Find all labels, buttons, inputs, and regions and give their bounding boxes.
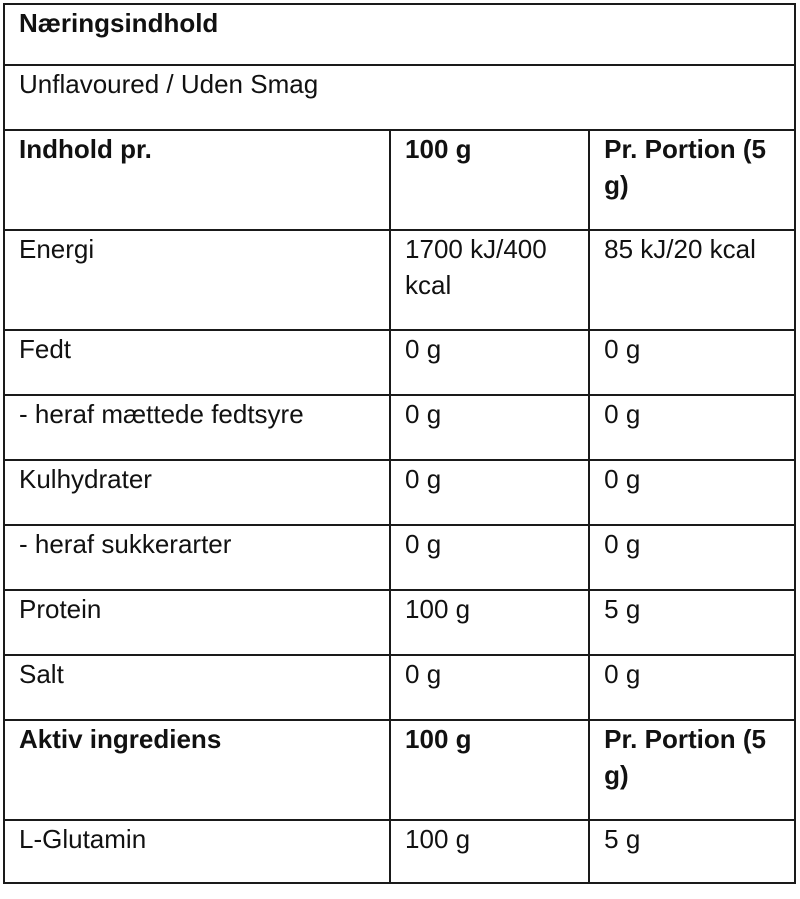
ingredient-per100: 100 g bbox=[390, 820, 589, 883]
row-portion: 0 g bbox=[589, 330, 795, 395]
table-title: Næringsindhold bbox=[4, 4, 795, 65]
ingredient-header-row bbox=[4, 720, 795, 820]
row-name: Kulhydrater bbox=[4, 460, 390, 525]
row-portion: 5 g bbox=[589, 590, 795, 655]
row-name: Energi bbox=[4, 230, 390, 330]
title-row bbox=[4, 4, 795, 65]
table-row bbox=[4, 525, 795, 590]
ingredient-portion: 5 g bbox=[589, 820, 795, 883]
row-name: - heraf sukkerarter bbox=[4, 525, 390, 590]
row-per100: 0 g bbox=[390, 655, 589, 720]
header-col2: 100 g bbox=[390, 130, 589, 230]
table-row bbox=[4, 230, 795, 330]
table-row bbox=[4, 395, 795, 460]
row-name: Fedt bbox=[4, 330, 390, 395]
row-per100: 0 g bbox=[390, 330, 589, 395]
subtitle-row bbox=[4, 65, 795, 130]
column-header-row bbox=[4, 130, 795, 230]
header-col3: Pr. Portion (5 g) bbox=[589, 130, 795, 230]
row-name: Salt bbox=[4, 655, 390, 720]
nutrition-table bbox=[3, 3, 796, 884]
row-portion: 85 kJ/20 kcal bbox=[589, 230, 795, 330]
row-per100: 0 g bbox=[390, 525, 589, 590]
table-row bbox=[4, 820, 795, 883]
ingredient-header-col2: 100 g bbox=[390, 720, 589, 820]
ingredient-name: L-Glutamin bbox=[4, 820, 390, 883]
ingredient-header-col1: Aktiv ingrediens bbox=[4, 720, 390, 820]
row-per100: 0 g bbox=[390, 395, 589, 460]
row-portion: 0 g bbox=[589, 460, 795, 525]
row-portion: 0 g bbox=[589, 395, 795, 460]
table-row bbox=[4, 460, 795, 525]
ingredient-header-col3: Pr. Portion (5 g) bbox=[589, 720, 795, 820]
row-portion: 0 g bbox=[589, 655, 795, 720]
header-col1: Indhold pr. bbox=[4, 130, 390, 230]
row-per100: 100 g bbox=[390, 590, 589, 655]
table-row bbox=[4, 330, 795, 395]
table-row bbox=[4, 655, 795, 720]
row-per100: 0 g bbox=[390, 460, 589, 525]
row-portion: 0 g bbox=[589, 525, 795, 590]
row-per100: 1700 kJ/400 kcal bbox=[390, 230, 589, 330]
table-row bbox=[4, 590, 795, 655]
row-name: Protein bbox=[4, 590, 390, 655]
table-subtitle: Unflavoured / Uden Smag bbox=[4, 65, 795, 130]
row-name: - heraf mættede fedtsyre bbox=[4, 395, 390, 460]
